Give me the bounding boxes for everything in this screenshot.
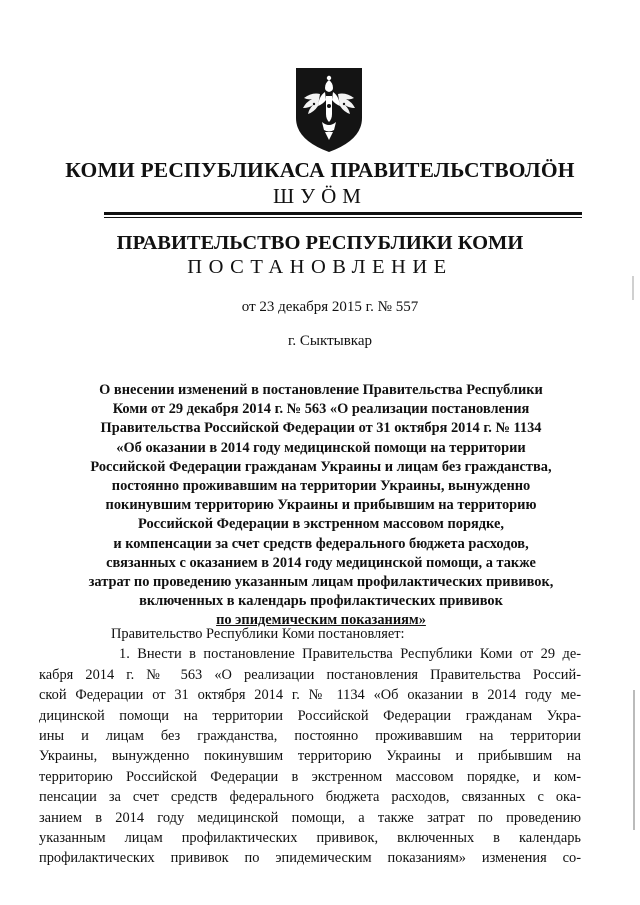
subject-line: Российской Федерации в экстренном массовом порядке, (138, 516, 504, 533)
body-line: занием в 2014 году медицинской помощи, а также затрат по проведению (39, 809, 581, 826)
government-title: ПРАВИТЕЛЬСТВО РЕСПУБЛИКИ КОМИ (116, 232, 524, 254)
komi-government-title: КОМИ РЕСПУБЛИКАСА ПРАВИТЕЛЬСТВОЛÖН (65, 158, 575, 182)
body-line: 1. Внести в постановление Правительства Республики Коми от 29 де- (119, 646, 581, 663)
subject-line: связанных с оказанием в 2014 году медицинской помощи, а также (106, 554, 536, 571)
subject-line: постоянно проживавшим на территории Украины, вынужденно (111, 478, 531, 495)
subject-line: и компенсации за счет средств федерального бюджета расходов, (113, 535, 529, 552)
header-divider-thin (104, 217, 582, 218)
body-line: профилактических прививок по эпидемическим показаниям» изменения со- (39, 850, 581, 867)
body-line: Украины, вынужденно покинувшим территорию Украины и прибывшим на (39, 748, 581, 765)
subject-line: затрат по проведению указанным лицам профилактических прививок, (88, 574, 554, 591)
komi-decree-word: ШУÖМ (273, 184, 367, 208)
subject-line-underlined: по эпидемическим показаниям» (216, 612, 426, 629)
body-line: ины и лицам без гражданства, постоянно проживавшим на территории (39, 728, 581, 745)
subject-line: включенных в календарь профилактических прививок (139, 593, 503, 610)
decree-body (39, 624, 581, 869)
komi-coat-of-arms-emblem (292, 66, 366, 154)
scan-edge-mark (632, 276, 634, 300)
subject-line: О внесении изменений в постановление Правительства Республики (99, 382, 543, 398)
header-divider-thick (104, 212, 582, 215)
document-type: ПОСТАНОВЛЕНИЕ (187, 256, 453, 278)
subject-line: покинувшим территорию Украины и прибывшим на территорию (105, 497, 537, 514)
subject-line: Правительства Российской Федерации от 31 октября 2014 г. № 1134 (100, 420, 542, 437)
body-line: территорию Российской Федерации в экстренном массовом порядке, и ком- (39, 768, 581, 785)
body-line: указанным лицам профилактических прививок, включенных в календарь (39, 830, 581, 847)
decree-date-number: от 23 декабря 2015 г. № 557 (241, 299, 419, 315)
body-line: кабря 2014 г. № 563 «О реализации постановления Правительства Россий- (39, 666, 581, 683)
subject-line: Российской Федерации гражданам Украины и лицам без гражданства, (90, 458, 552, 475)
body-line: пенсации за счет средств федерального бюджета расходов, связанных с ока- (39, 789, 581, 806)
subject-line: Коми от 29 декабря 2014 г. № 563 «О реализации постановления (112, 401, 530, 418)
body-line: ской Федерации от 31 октября 2014 г. № 1134 «Об оказании в 2014 году ме- (39, 687, 581, 704)
scan-edge-mark (633, 690, 635, 830)
subject-line: «Об оказании в 2014 году медицинской помощи на территории (116, 439, 526, 456)
decree-subject (56, 381, 586, 631)
body-line: дицинской помощи на территории Российской Федерации гражданам Укра- (39, 707, 581, 724)
body-intro: Правительство Республики Коми постановляет: (111, 626, 405, 642)
city-name: г. Сыктывкар (287, 333, 373, 349)
